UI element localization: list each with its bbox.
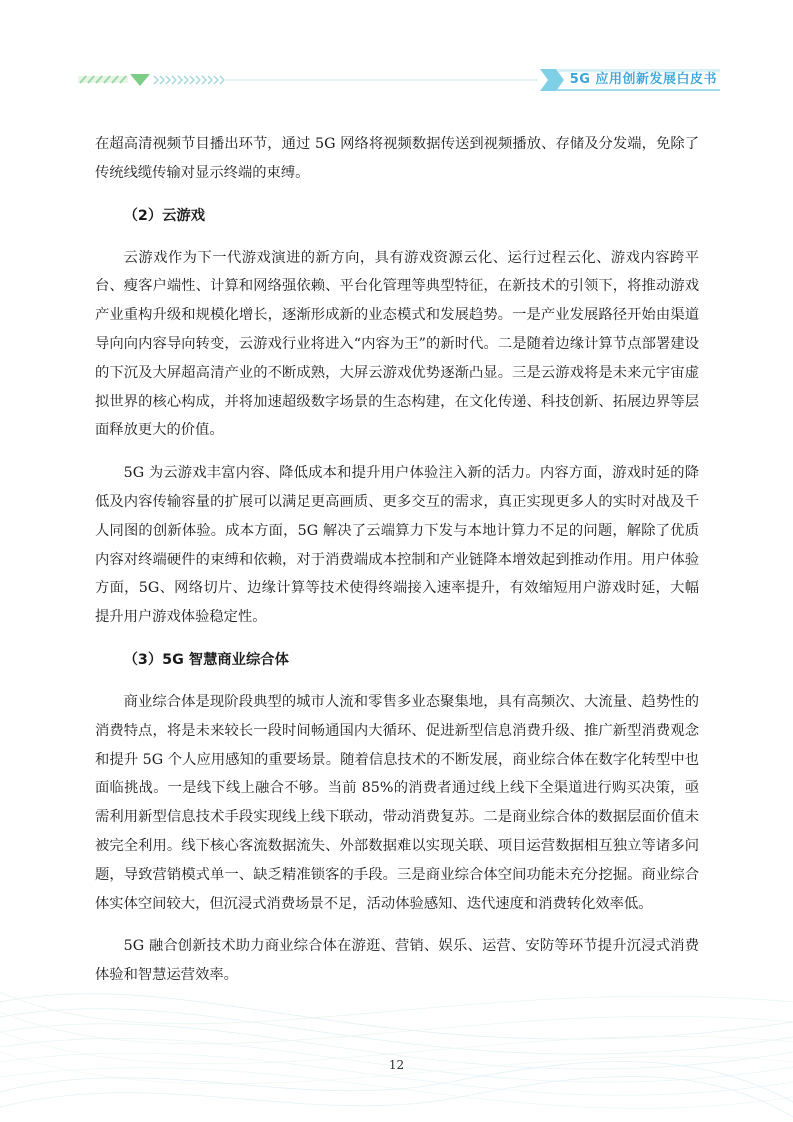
header-hatch-bar [78,76,128,83]
background-waves [0,962,793,1122]
document-title: 5G 应用创新发展白皮书 [569,72,717,87]
paragraph: 商业综合体是现阶段典型的城市人流和零售多业态聚集地，具有高频次、大流量、趋势性的消费特点，将是未来较长一段时间畅通国内大循环、促进新型信息消费升级、推广新型消费观念和提升 5G 个人应用感知的重要场景。随着信息技术的不断发展，商业综合体在数字化转型中也面临挑战。一是线下线上融合不够。当前 85%的消费者通过线上线下全渠道进行购买决策，亟需利用新型信息技术手段实现线上线下联动，带动消费复苏。二是商业综合体的数据层面价值未被完全利用。线下核心客流数据流失、外部数据难以实现关联、项目运营数据相互独立等诸多问题，导致营销模式单一、缺乏精准锁客的手段。三是商业综合体空间功能未充分挖掘。商业综合体实体空间较大，但沉浸式消费场景不足，活动体验感知、迭代速度和消费转化效率低。 [95,693,699,912]
section-heading-smart-commerce: （3）5G 智慧商业综合体 [123,651,289,668]
header-triangle [130,74,150,86]
header-tab-shape [540,69,564,91]
page-content [95,130,699,1004]
page-number: 12 [388,1058,405,1072]
paragraph: 5G 为云游戏丰富内容、降低成本和提升用户体验注入新的活力。内容方面，游戏时延的降低及内容传输容量的扩展可以满足更高画质、更多交互的需求，真正实现更多人的实时对战及千人同图的创新体验。成本方面，5G 解决了云端算力下发与本地计算力不足的问题，解除了优质内容对终端硬件的束缚和依赖，对于消费端成本控制和产业链降本增效起到推动作用。用户体验方面，5G、网络切片、边缘计算等技术使得终端接入速率提升，有效缩短用户游戏时延，大幅提升用户游戏体验稳定性。 [95,465,699,626]
header-decoration [0,0,793,110]
paragraph: 云游戏作为下一代游戏演进的新方向，具有游戏资源云化、运行过程云化、游戏内容跨平台、瘦客户端性、计算和网络强依赖、平台化管理等典型特征，在新技术的引领下，将推动游戏产业重构升级和规模化增长，逐渐形成新的业态模式和发展趋势。一是产业发展路径开始由渠道导向向内容导向转变，云游戏行业将进入“内容为王”的新时代。二是随着边缘计算节点部署建设的下沉及大屏超高清产业的不断成熟，大屏云游戏优势逐渐凸显。三是云游戏将是未来元宇宙虚拟世界的核心构成，并将加速超级数字场景的生态构建，在文化传递、科技创新、拓展边界等层面释放更大的价值。 [95,249,699,439]
page-header [0,0,793,110]
paragraph: 5G 融合创新技术助力商业综合体在游逛、营销、娱乐、运营、安防等环节提升沉浸式消费体验和智慧运营效率。 [95,938,699,984]
intro-paragraph: 在超高清视频节目播出环节，通过 5G 网络将视频数据传送到视频播放、存储及分发端，免除了传统线缆传输对显示终端的束缚。 [95,136,699,181]
header-chevrons [154,76,224,84]
section-heading-cloud-gaming: （2）云游戏 [123,207,206,224]
